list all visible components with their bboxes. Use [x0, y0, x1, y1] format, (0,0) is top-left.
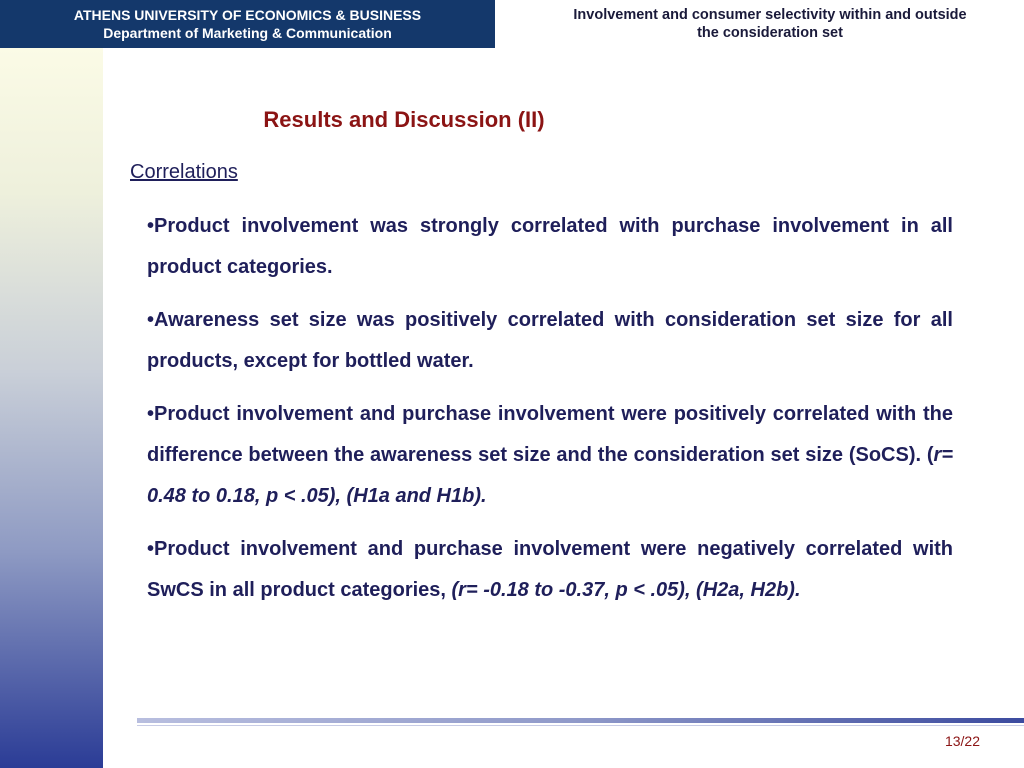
- institution-name: ATHENS UNIVERSITY OF ECONOMICS & BUSINESS: [73, 7, 422, 23]
- bullet-item: [147, 394, 953, 517]
- bullet-text: •Product involvement was strongly correlated with purchase involvement in all product categories.: [147, 215, 953, 278]
- institution-banner: [0, 0, 495, 48]
- bullet-statistic: r= 0.48 to 0.18, p < .05), (H1a and H1b).: [147, 444, 953, 507]
- page-number: 13/22: [944, 733, 980, 749]
- bullet-item: [147, 206, 953, 288]
- bullet-statistic: (r= -0.18 to -0.37, p < .05), (H2a, H2b).: [451, 579, 801, 601]
- bullet-list: [147, 206, 953, 623]
- slide-title: Results and Discussion (II): [263, 107, 545, 132]
- paper-title: [520, 6, 1020, 42]
- bullet-item: [147, 300, 953, 382]
- footer-divider: [137, 718, 1024, 723]
- bullet-item: [147, 529, 953, 611]
- section-heading: Correlations: [130, 161, 238, 183]
- paper-title-line1: Involvement and consumer selectivity within and outside: [573, 7, 967, 23]
- bullet-text: •Awareness set size was positively correlated with consideration set size for all products, except for bottled water.: [147, 309, 953, 372]
- bullet-text: •Product involvement and purchase involvement were positively correlated with the difference between the awareness set size and the consideration set size (SoCS). (: [147, 403, 953, 466]
- bullet-text: •Product involvement and purchase involvement were negatively correlated with SwCS in all product categories,: [147, 538, 953, 601]
- paper-title-line2: the consideration set: [697, 25, 843, 41]
- department-name: Department of Marketing & Communication: [103, 25, 392, 41]
- side-decoration: [0, 48, 103, 768]
- footer-divider-thin: [137, 725, 1024, 726]
